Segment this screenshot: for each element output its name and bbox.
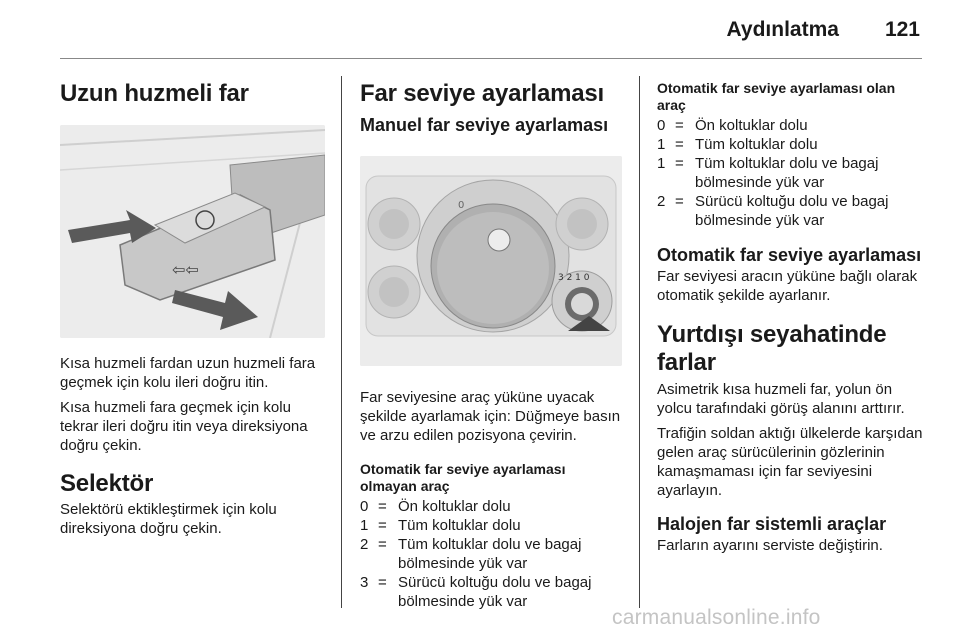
- level-list: [657, 116, 925, 230]
- section-heading: Yurtdışı seyahatinde farlar: [657, 321, 887, 376]
- subsection-heading: Manuel far seviye ayarlaması: [360, 115, 609, 135]
- subsection-heading: Otomatik far seviye ayarlaması: [657, 245, 922, 265]
- level-list: [360, 497, 622, 611]
- list-heading: Otomatik far seviye ayarlaması olmayan araç: [360, 461, 566, 494]
- section-heading: Selektör: [60, 470, 154, 497]
- column-1: [60, 80, 325, 538]
- svg-text:⇦⇦: ⇦⇦: [172, 260, 199, 279]
- headlight-stalk-illustration: [60, 125, 325, 338]
- paragraph: Kısa huzmeli fara geçmek için kolu tekrar ileri doğru itin veya direksiyona doğru çekin.: [60, 399, 308, 454]
- header-divider: [60, 58, 922, 59]
- list-item: 0 = Ön koltuklar dolu: [360, 498, 511, 515]
- paragraph: Selektörü ektikleştirmek için kolu direksiyona doğru çekin.: [60, 501, 277, 537]
- headlight-stalk-figure: [60, 125, 325, 338]
- page-header: [727, 18, 920, 42]
- list-item: 2 = Sürücü koltuğu dolu ve bagaj bölmesinde yük var: [657, 193, 889, 229]
- paragraph: Asimetrik kısa huzmeli far, yolun ön yolcu tarafındaki görüş alanını arttırır.: [657, 381, 905, 417]
- list-item: 0 = Ön koltuklar dolu: [657, 117, 808, 134]
- paragraph: Trafiğin soldan aktığı ülkelerde karşıdan gelen araç sürücülerinin gözlerinin kamaşmaması için far seviyesini ayarlayın.: [657, 425, 923, 499]
- watermark: carmanualsonline.info: [612, 606, 821, 629]
- paragraph: Far seviyesi aracın yüküne bağlı olarak otomatik şekilde ayarlanır.: [657, 268, 918, 304]
- list-item: 2 = Tüm koltuklar dolu ve bagaj bölmesinde yük var: [360, 536, 582, 572]
- light-switch-panel-illustration: [360, 156, 622, 366]
- page-number: 121: [884, 18, 920, 41]
- list-item: 1 = Tüm koltuklar dolu ve bagaj bölmesinde yük var: [657, 155, 879, 191]
- subsection-heading: Halojen far sistemli araçlar: [657, 514, 887, 534]
- column-divider: [639, 76, 640, 608]
- column-divider: [341, 76, 342, 608]
- paragraph: Far seviyesine araç yüküne uyacak şekilde ayarlamak için: Düğmeye basın ve arzu edilen pozisyona çevirin.: [360, 389, 621, 444]
- list-heading: Otomatik far seviye ayarlaması olan araç: [657, 80, 896, 113]
- light-switch-figure: [360, 156, 622, 366]
- svg-text:0: 0: [458, 200, 465, 211]
- section-title: Aydınlatma: [726, 18, 839, 41]
- list-item: 3 = Sürücü koltuğu dolu ve bagaj bölmesinde yük var: [360, 574, 592, 610]
- section-heading: Uzun huzmeli far: [60, 80, 249, 107]
- list-item: 1 = Tüm koltuklar dolu: [360, 517, 521, 534]
- section-heading: Far seviye ayarlaması: [360, 80, 604, 107]
- column-3: [657, 80, 925, 555]
- column-2: [360, 80, 622, 611]
- paragraph: Kısa huzmeli fardan uzun huzmeli fara geçmek için kolu ileri doğru itin.: [60, 355, 316, 391]
- paragraph: Farların ayarını serviste değiştirin.: [657, 537, 883, 554]
- svg-text:3 2 1 0: 3 2 1 0: [558, 273, 590, 283]
- list-item: 1 = Tüm koltuklar dolu: [657, 136, 818, 153]
